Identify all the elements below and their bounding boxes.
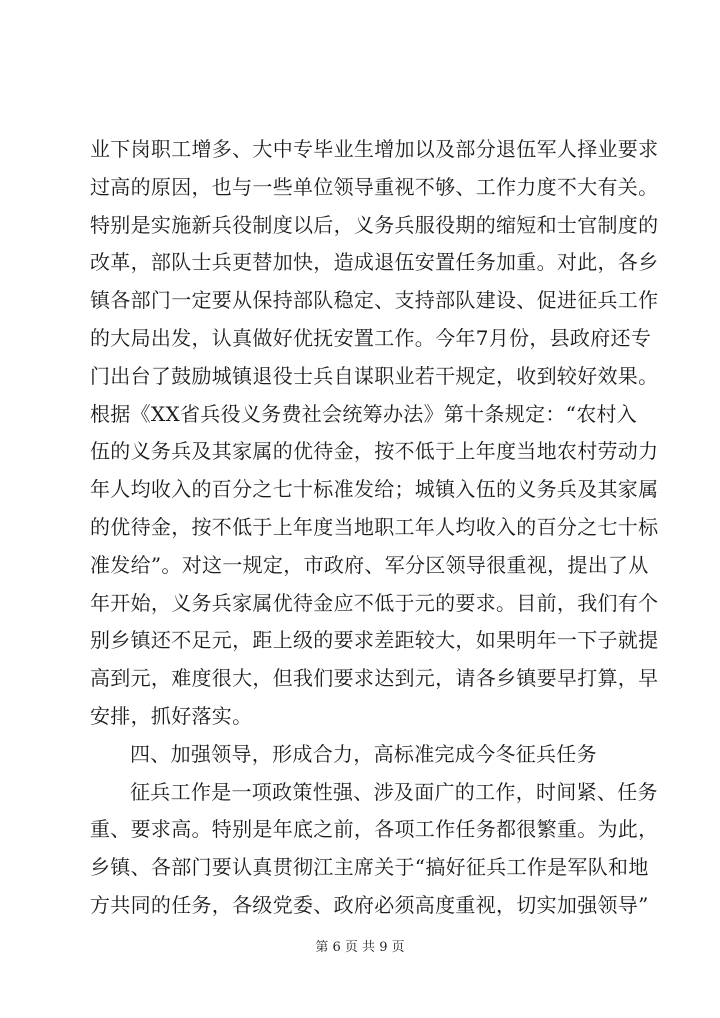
text-line: 高到元，难度很大，但我们要求达到元，请各乡镇要早打算，早 [90, 666, 659, 691]
text-line: 四、加强领导，形成合力，高标准完成今冬征兵任务 [130, 741, 597, 766]
text-line: 根据《XX省兵役义务费社会统筹办法》第十条规定：“农村入 [90, 401, 638, 426]
text-line: 业下岗职工增多、大中专毕业生增加以及部分退伍军人择业要求 [90, 137, 659, 161]
text-line: 征兵工作是一项政策性强、涉及面广的工作，时间紧、任务 [130, 779, 658, 804]
text-line: 重、要求高。特别是年底之前，各项工作任务都很繁重。为此， [90, 817, 659, 842]
text-line: 门出台了鼓励城镇退役士兵自谋职业若干规定，收到较好效果。 [90, 363, 659, 388]
text-line: 改革，部队士兵更替加快，造成退伍安置任务加重。对此，各乡 [90, 250, 659, 275]
text-line: 方共同的任务，各级党委、政府必须高度重视，切实加强领导” [90, 892, 649, 917]
text-line: 年人均收入的百分之七十标准发给；城镇入伍的义务兵及其家属 [90, 477, 659, 502]
text-line: 的大局出发，认真做好优抚安置工作。今年7月份，县政府还专 [90, 325, 652, 350]
text-line: 伍的义务兵及其家属的优待金，按不低于上年度当地农村劳动力 [90, 439, 659, 464]
text-line: 乡镇、各部门要认真贯彻江主席关于“搞好征兵工作是军队和地 [90, 855, 649, 880]
body-text [90, 131, 659, 925]
text-line: 准发给”。对这一规定，市政府、军分区领导很重视，提出了从 [90, 552, 649, 577]
page-footer: 第 6 页 共 9 页 [315, 940, 405, 955]
text-line: 年开始，义务兵家属优待金应不低于元的要求。目前，我们有个 [90, 590, 659, 615]
text-line: 镇各部门一定要从保持部队稳定、支持部队建设、促进征兵工作 [90, 288, 659, 313]
text-line: 过高的原因，也与一些单位领导重视不够、工作力度不大有关。 [90, 174, 659, 199]
text-line: 的优待金，按不低于上年度当地职工年人均收入的百分之七十标 [90, 514, 659, 539]
text-line: 特别是实施新兵役制度以后，义务兵服役期的缩短和士官制度的 [90, 212, 659, 237]
text-line: 别乡镇还不足元，距上级的要求差距较大，如果明年一下子就提 [90, 628, 659, 653]
text-line: 安排，抓好落实。 [90, 703, 253, 728]
